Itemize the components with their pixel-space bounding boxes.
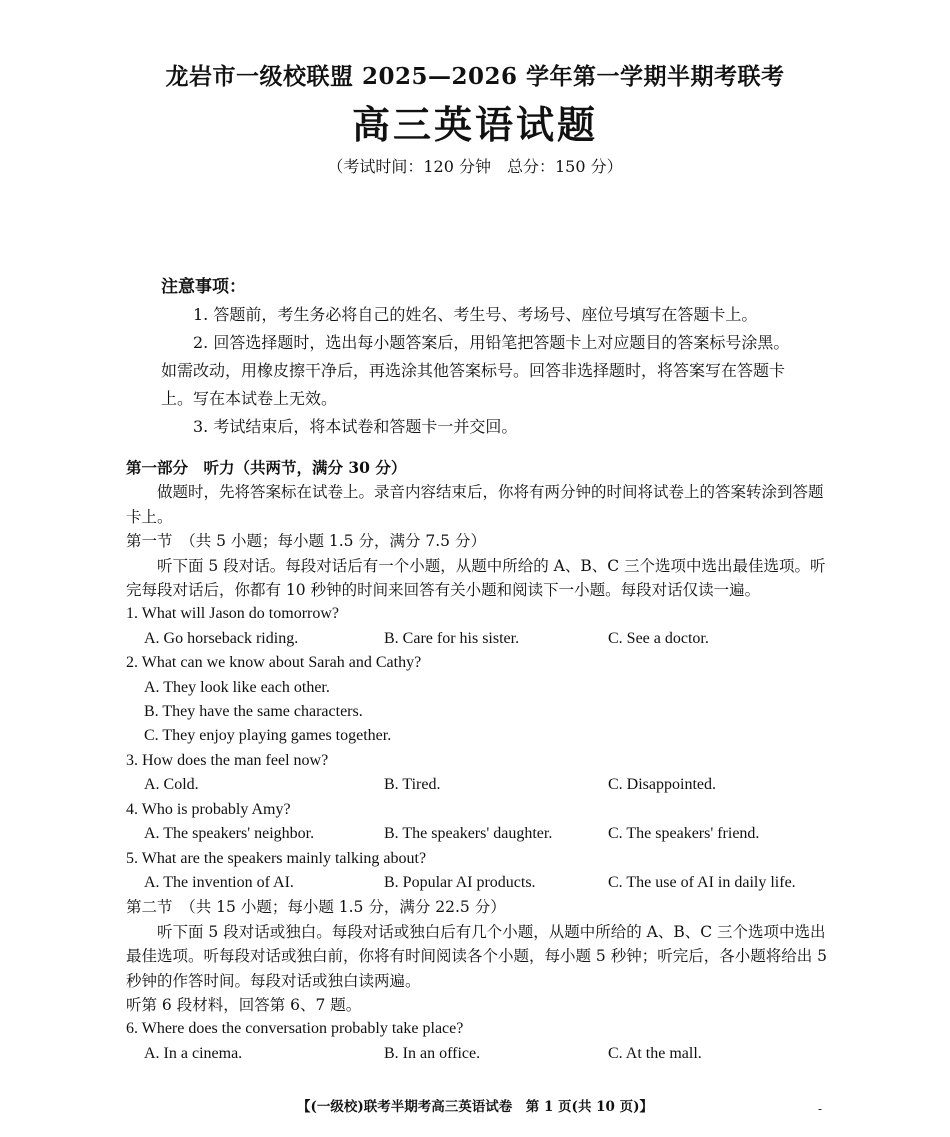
section2-title: 第二节 （共 15 小题；每小题 1.5 分，满分 22.5 分） [126,898,506,917]
corner-mark: - [818,1102,823,1116]
notice-item: 1. 答题前，考生务必将自己的姓名、考生号、考场号、座位号填写在答题卡上。 [193,305,758,324]
material-note: 听第 6 段材料，回答第 6、7 题。 [126,995,362,1014]
option-a: A. Go horseback riding. [144,629,299,647]
option-a: A. The speakers' neighbor. [144,825,315,843]
exam-header: 龙岩市一级校联盟 2025—2026 学年第一学期半期考联考 [165,63,785,90]
part1-intro: 做题时，先将答案标在试卷上。录音内容结束后，你将有两分钟的时间将试卷上的答案转涂到答题卡上。 [126,483,824,526]
notice-item: 3. 考试结束后，将本试卷和答题卡一并交回。 [193,417,518,436]
question: 2. What can we know about Sarah and Cathy? [126,654,422,672]
part1-listening [126,456,830,1066]
question: 3. How does the man feel now? [126,751,329,769]
part1-title: 第一部分 听力（共两节，满分 30 分） [126,458,407,477]
notice-title: 注意事项： [161,277,246,297]
option-b: B. Tired. [384,776,441,794]
option-c: C. The speakers' friend. [608,825,760,843]
option-b: B. Popular AI products. [384,873,536,891]
question: 4. Who is probably Amy? [126,800,291,818]
question: 5. What are the speakers mainly talking about? [126,849,427,867]
page-footer: 【(一级校)联考半期考高三英语试卷 第 1 页(共 10 页)】 [296,1099,654,1115]
section1-title: 第一节 （共 5 小题；每小题 1.5 分，满分 7.5 分） [126,532,486,551]
option-a: A. The invention of AI. [144,873,294,891]
question-options [126,822,830,846]
question-options [126,627,830,651]
question-options [126,773,830,797]
option-c: C. At the mall. [608,1044,702,1062]
option-c: C. See a doctor. [608,629,709,647]
notice-section [161,273,801,441]
option-c: C. They enjoy playing games together. [144,727,392,745]
option-c: C. The use of AI in daily life. [608,873,796,891]
option-a: A. In a cinema. [144,1044,243,1062]
option-c: C. Disappointed. [608,776,716,794]
question: 1. What will Jason do tomorrow? [126,605,340,623]
question-options [126,1042,830,1066]
option-b: B. They have the same characters. [144,703,363,721]
exam-meta: （考试时间：120 分钟 总分：150 分） [327,157,623,176]
option-b: B. In an office. [384,1044,481,1062]
option-a: A. Cold. [144,776,199,794]
notice-item: 2. 回答选择题时，选出每小题答案后，用铅笔把答题卡上对应题目的答案标号涂黑。如需改动，用橡皮擦干净后，再选涂其他答案标号。回答非选择题时，将答案写在答题卡上。写在本试卷上无效。 [161,333,790,408]
question-options [126,871,830,895]
section1-instructions: 听下面 5 段对话。每段对话后有一个小题，从题中所给的 A、B、C 三个选项中选出最佳选项。听完每段对话后，你都有 10 秒钟的时间来回答有关小题和阅读下一小题。每段对话仅读一遍。 [126,556,826,600]
question: 6. Where does the conversation probably take place? [126,1020,464,1038]
option-b: B. The speakers' daughter. [384,825,553,843]
option-a: A. They look like each other. [144,678,330,696]
section2-instructions: 听下面 5 段对话或独白。每段对话或独白后有几个小题，从题中所给的 A、B、C 三个选项中选出最佳选项。听每段对话或独白前，你将有时间阅读各个小题，每小题 5 秒钟；听完后，各小题将给出 5 秒钟的作答时间。每段对话或独白读两遍。 [126,922,828,990]
exam-title: 高三英语试题 [351,102,598,147]
option-b: B. Care for his sister. [384,629,520,647]
